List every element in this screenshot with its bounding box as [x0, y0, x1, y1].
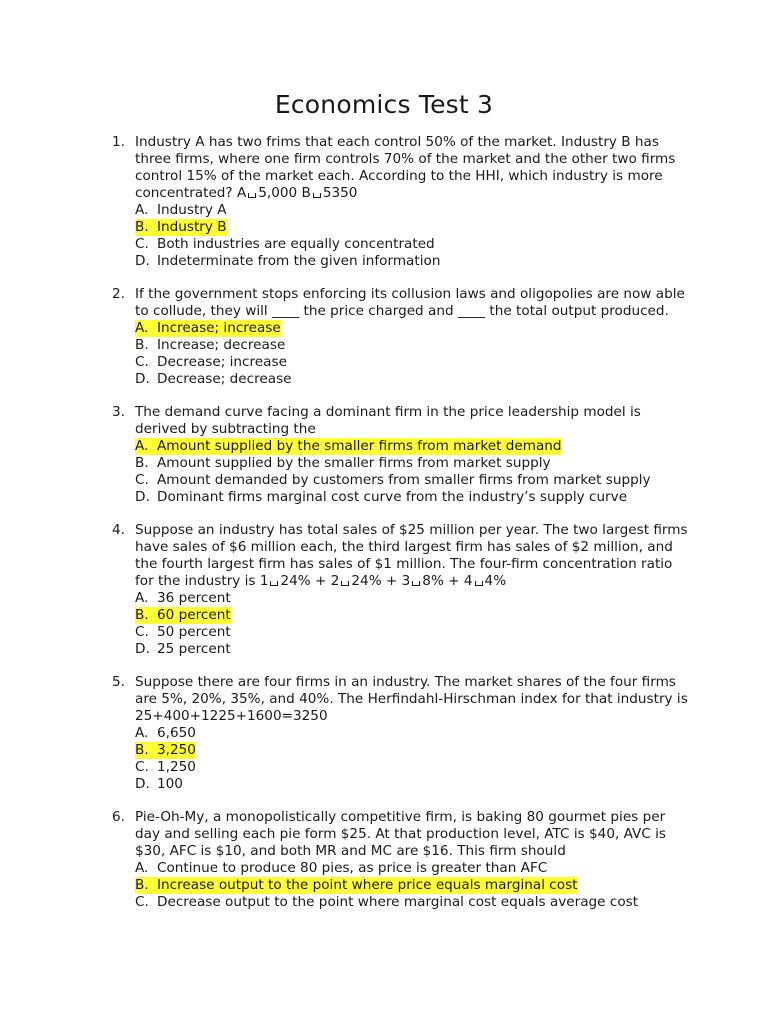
question-text — [135, 134, 692, 202]
question-4 — [112, 522, 692, 658]
question-6 — [112, 809, 692, 911]
option-text: Decrease output to the point where marginal cost equals average cost — [157, 894, 639, 910]
answer-option — [135, 455, 692, 472]
option-letter: A. — [135, 438, 149, 454]
option-text: 1,250 — [157, 759, 196, 775]
question-text-part: If the government stops enforcing its collusion laws and oligopolies are now able to collude, they will ____ the price charged and ____ the total output produced. — [135, 286, 685, 319]
equals-placeholder-glyph — [313, 193, 321, 198]
question-number: 4. — [112, 522, 125, 538]
option-letter: B. — [135, 742, 149, 758]
question-text-part: 8% + 4 — [422, 573, 473, 589]
answer-option-highlighted — [135, 320, 281, 337]
answer-option — [135, 641, 692, 658]
question-number: 2. — [112, 286, 125, 302]
answer-option — [135, 371, 692, 388]
option-letter: C. — [135, 759, 149, 775]
answer-option-body — [135, 354, 287, 371]
question-text-part: 4% — [484, 573, 507, 589]
option-letter: D. — [135, 776, 150, 792]
option-text: Amount supplied by the smaller firms from market supply — [157, 455, 551, 471]
answer-option — [135, 894, 692, 911]
answer-option-body — [135, 337, 285, 354]
option-letter: C. — [135, 894, 149, 910]
answer-option-body — [135, 759, 196, 776]
option-text: Indeterminate from the given information — [157, 253, 441, 269]
answer-option-body — [135, 894, 638, 911]
answer-option-body — [135, 489, 627, 506]
answer-option — [135, 202, 692, 219]
answer-option-highlighted — [135, 438, 562, 455]
answer-option-body — [135, 641, 231, 658]
option-letter: B. — [135, 337, 149, 353]
option-letter: B. — [135, 877, 149, 893]
answer-option — [135, 438, 692, 455]
answer-option — [135, 624, 692, 641]
answer-option — [135, 759, 692, 776]
question-number: 6. — [112, 809, 125, 825]
question-text — [135, 286, 692, 320]
option-text: Increase; increase — [157, 320, 281, 336]
option-text: Both industries are equally concentrated — [157, 236, 435, 252]
question-text-part: Pie-Oh-My, a monopolistically competitive firm, is baking 80 gourmet pies per day and selling each pie form $25. At that production level, ATC is $40, AVC is $30, AFC is $10, and both MR and MC are $16. This firm should — [135, 809, 667, 859]
answer-option-body — [135, 624, 231, 641]
option-text: 36 percent — [157, 590, 231, 606]
question-text-part: 5350 — [322, 185, 358, 201]
question-text-part: Industry A has two frims that each control 50% of the market. Industry B has three firms, where one firm controls 70% of the market and the other two firms control 15% of the market each. According to the HHI, which industry is more concentrated? A — [135, 134, 676, 201]
question-text — [135, 522, 692, 590]
question-3 — [112, 404, 692, 506]
option-letter: B. — [135, 219, 149, 235]
answer-option — [135, 489, 692, 506]
option-text: Industry B — [157, 219, 227, 235]
option-letter: C. — [135, 236, 149, 252]
option-letter: C. — [135, 354, 149, 370]
option-text: Dominant firms marginal cost curve from the industry’s supply curve — [157, 489, 628, 505]
option-text: Decrease; increase — [157, 354, 287, 370]
question-number: 5. — [112, 674, 125, 690]
option-text: Amount supplied by the smaller firms from market demand — [157, 438, 562, 454]
question-text — [135, 404, 692, 438]
option-text: 100 — [157, 776, 183, 792]
option-letter: D. — [135, 253, 150, 269]
page-title: Economics Test 3 — [274, 90, 494, 119]
option-letter: A. — [135, 202, 149, 218]
option-letter: B. — [135, 455, 149, 471]
question-text-part: The demand curve facing a dominant firm in the price leadership model is derived by subtracting the — [135, 404, 641, 437]
question-text — [135, 809, 692, 860]
option-text: 25 percent — [157, 641, 231, 657]
question-2 — [112, 286, 692, 388]
answer-option-body — [135, 455, 551, 472]
answer-option-highlighted — [135, 742, 196, 759]
option-letter: A. — [135, 725, 149, 741]
answer-option — [135, 860, 692, 877]
answer-option — [135, 253, 692, 270]
answer-option — [135, 320, 692, 337]
answer-option — [135, 354, 692, 371]
option-letter: B. — [135, 607, 149, 623]
answer-option-body — [135, 202, 227, 219]
question-number: 3. — [112, 404, 125, 420]
answer-option-body — [135, 236, 435, 253]
question-5 — [112, 674, 692, 793]
answer-option-highlighted — [135, 219, 227, 236]
equals-placeholder-glyph — [475, 581, 483, 586]
answer-option-highlighted — [135, 877, 578, 894]
answer-option-body — [135, 371, 292, 388]
option-letter: D. — [135, 489, 150, 505]
option-text: Increase; decrease — [157, 337, 286, 353]
answer-option — [135, 337, 692, 354]
answer-option — [135, 725, 692, 742]
option-text: Industry A — [157, 202, 227, 218]
question-text-part: 24% + 3 — [351, 573, 411, 589]
answer-option — [135, 742, 692, 759]
question-list — [112, 134, 692, 927]
option-letter: A. — [135, 860, 149, 876]
answer-option-body — [135, 776, 183, 793]
option-letter: C. — [135, 472, 149, 488]
option-text: Increase output to the point where price equals marginal cost — [157, 877, 578, 893]
question-number: 1. — [112, 134, 125, 150]
answer-option — [135, 776, 692, 793]
answer-option-body — [135, 860, 547, 877]
option-letter: D. — [135, 641, 150, 657]
option-text: Amount demanded by customers from smaller firms from market supply — [157, 472, 651, 488]
option-letter: D. — [135, 371, 150, 387]
equals-placeholder-glyph — [270, 581, 278, 586]
option-letter: C. — [135, 624, 149, 640]
answer-option-body — [135, 253, 440, 270]
option-text: Continue to produce 80 pies, as price is greater than AFC — [157, 860, 548, 876]
answer-option — [135, 236, 692, 253]
answer-option-body — [135, 472, 651, 489]
answer-option-body — [135, 725, 196, 742]
answer-option-body — [135, 590, 231, 607]
option-text: Decrease; decrease — [157, 371, 292, 387]
question-text-part: 24% + 2 — [280, 573, 340, 589]
answer-option — [135, 877, 692, 894]
equals-placeholder-glyph — [248, 193, 256, 198]
answer-option-highlighted — [135, 607, 231, 624]
question-text-part: Suppose there are four firms in an industry. The market shares of the four firms are 5%, 20%, 35%, and 40%. The Herfindahl-Hirschman index for that industry is 25+400+1225+1600=3250 — [135, 674, 688, 724]
answer-option — [135, 472, 692, 489]
option-letter: A. — [135, 590, 149, 606]
answer-option — [135, 590, 692, 607]
question-text-part: 5,000 B — [258, 185, 311, 201]
question-text-part: Suppose an industry has total sales of $25 million per year. The two largest firms have sales of $6 million each, the third largest firm has sales of $2 million, and the fourth largest firm has sales of $1 million. The four-firm concentration ratio for the industry is 1 — [135, 522, 688, 589]
answer-option — [135, 607, 692, 624]
question-1 — [112, 134, 692, 270]
answer-option — [135, 219, 692, 236]
option-text: 3,250 — [157, 742, 196, 758]
question-text — [135, 674, 692, 725]
equals-placeholder-glyph — [412, 581, 420, 586]
option-text: 6,650 — [157, 725, 196, 741]
option-text: 60 percent — [157, 607, 231, 623]
option-text: 50 percent — [157, 624, 231, 640]
option-letter: A. — [135, 320, 149, 336]
equals-placeholder-glyph — [341, 581, 349, 586]
